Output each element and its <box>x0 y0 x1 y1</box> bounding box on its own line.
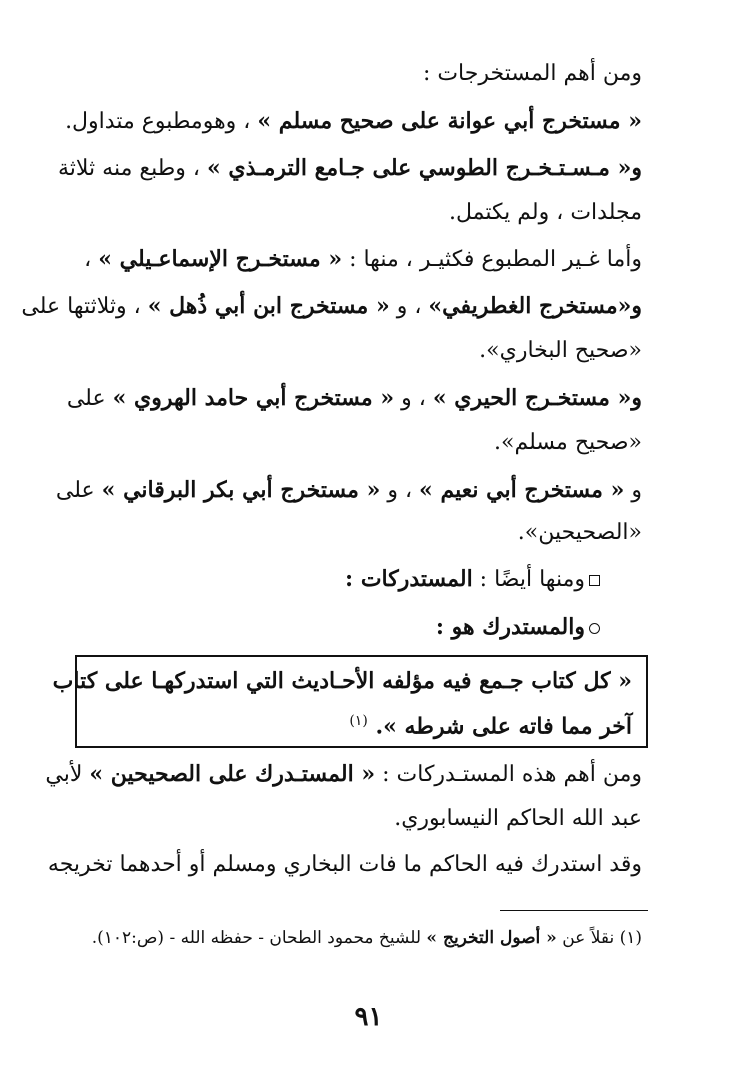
text-line-5: وأما غـير المطبوع فكثيـر ، منها : « مستخـرج الإسماعـيلي » ، <box>84 246 642 272</box>
text-line-2: « مستخرج أبي عوانة على صحيح مسلم » ، وهومطبوع متداول. <box>65 108 642 134</box>
bold-title: « مستخرج أبي حامد الهروي » <box>112 385 395 411</box>
footnote-separator <box>500 910 648 911</box>
definition-line-1: « كل كتاب جـمع فيه مؤلفه الأحـاديث التي استدركهـا على كتاب <box>52 668 632 694</box>
definition-line-2: آخر مما فاته على شرطه ». $^{(١)}$ <box>349 713 632 740</box>
text-line-8: و« مستخـرج الحيري » ، و « مستخرج أبي حامد الهروي » على <box>66 385 642 411</box>
bold-title: « مستخرج ابن أبي ذُهل » <box>147 293 390 319</box>
text-line-4: مجلدات ، ولم يكتمل. <box>449 200 642 225</box>
text-line-3: و« مـسـتـخـرج الطوسي على جـامع الترمـذي » ، وطبع منه ثلاثة <box>58 155 642 181</box>
text-line-1: ومن أهم المستخرجات : <box>422 61 642 86</box>
text-line-13: والمستدرك هو : <box>80 611 600 644</box>
text-line-12: ومنها أيضًا : المستدركات : <box>80 563 600 596</box>
text-line-14: ومن أهم هذه المستـدركات : « المستـدرك على الصحيحين » لأبي <box>45 761 642 787</box>
bold-title: « مستخرج أبي نعيم » <box>419 477 625 503</box>
bold-title: « مستخرج أبي عوانة على صحيح مسلم » <box>257 108 642 134</box>
bold-title: « مستخـرج الإسماعـيلي » <box>98 246 343 272</box>
text-line-15: عبد الله الحاكم النيسابوري. <box>394 806 642 831</box>
definition-box <box>52 655 648 748</box>
circle-bullet-icon <box>589 623 600 634</box>
footnote: (١) نقلاً عن « أصول التخريج » للشيخ محمود الطحان - حفظه الله - (ص:١٠٢). <box>91 928 642 948</box>
text-line-16: وقد استدرك فيه الحاكم ما فات البخاري ومسلم أو أحدهما تخريجه <box>47 852 642 877</box>
text-line-7: «صحيح البخاري». <box>479 338 642 363</box>
square-bullet-icon <box>589 575 600 586</box>
text-line-6: و«مستخرج الغطريفي» ، و « مستخرج ابن أبي ذُهل » ، وثلاثتها على <box>21 293 642 319</box>
bold-title: و«مستخرج الغطريفي» <box>428 293 642 319</box>
text-line-11: «الصحيحين». <box>517 520 642 545</box>
bold-title: و« مستخـرج الحيري » <box>432 385 642 411</box>
bold-title: المستدركات : <box>345 566 473 592</box>
bold-title: و« مـسـتـخـرج الطوسي على جـامع الترمـذي » <box>206 155 642 181</box>
bold-title: « مستخرج أبي بكر البرقاني » <box>101 477 381 503</box>
text-line-10: و « مستخرج أبي نعيم » ، و « مستخرج أبي بكر البرقاني » على <box>55 477 642 503</box>
text-line-9: «صحيح مسلم». <box>494 430 642 455</box>
footnote-marker: (١) <box>349 713 368 729</box>
bold-title: « المستـدرك على الصحيحين » <box>89 761 376 787</box>
page-number: ٩١ <box>354 1002 383 1032</box>
